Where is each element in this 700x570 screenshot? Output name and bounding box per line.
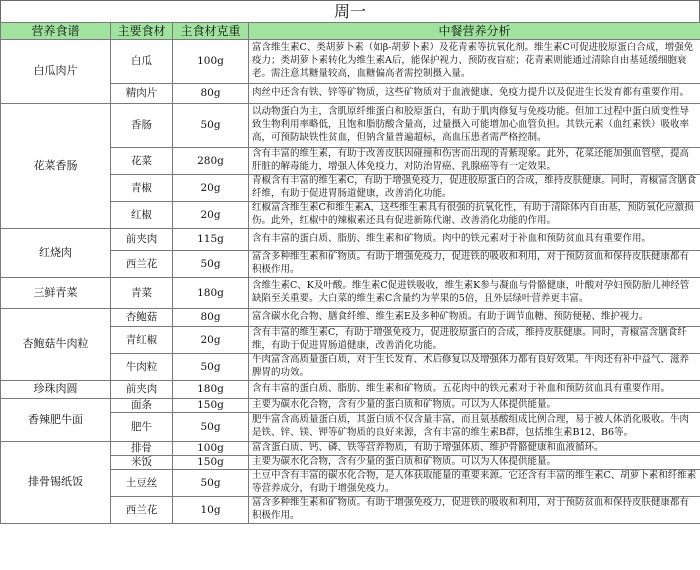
nutrition-analysis: 富含多种维生素和矿物质。有助于增强免疫力，促进铁的吸收和利用，对于预防贫血和保持皮肤健康都有积极作用。	[249, 251, 700, 278]
nutrition-analysis: 肥牛富含高质量蛋白质，其蛋白质不仅含量丰富，而且氨基酸组成比例合理，易于被人体消化吸收。牛肉是铁、锌、镁、钾等矿物质的良好来源，含有丰富的维生素B群，包括维生素B12、B6等。	[249, 413, 700, 442]
table-row	[1, 399, 700, 413]
table-body	[1, 40, 700, 524]
nutrition-table	[0, 22, 700, 524]
nutrition-analysis: 富含维生素C、类胡萝卜素（如β-胡萝卜素）及花青素等抗氧化剂。维生素C可促进胶原蛋白合成，增强免疫力；类胡萝卜素转化为维生素A后，能保护视力、预防夜盲症；花青素则能通过清除自由基延缓细胞衰老。需注意其糖量较高，血糖偏高者需控制摄入量。	[249, 40, 700, 84]
table-row	[1, 278, 700, 309]
ingredient-weight: 20g	[173, 202, 249, 229]
ingredient-weight: 20g	[173, 327, 249, 354]
nutrition-analysis: 富含蛋白质、钙、磷、铁等营养物质，有助于增强体质、维护骨骼健康和血液循环。	[249, 442, 700, 456]
nutrition-analysis: 富含多种维生素和矿物质。有助于增强免疫力，促进铁的吸收和利用，对于预防贫血和保持皮肤健康都有积极作用。	[249, 497, 700, 524]
ingredient-name: 西兰花	[111, 497, 173, 524]
menu-name: 红烧肉	[1, 229, 111, 278]
nutrition-analysis: 主要为碳水化合物，含有少量的蛋白质和矿物质。可以为人体提供能量。	[249, 456, 700, 470]
ingredient-name: 牛肉粒	[111, 354, 173, 381]
table-row	[1, 309, 700, 327]
nutrition-analysis: 青椒含有丰富的维生素C，有助于增强免疫力，促进胶原蛋白的合成，维持皮肤健康。同时，青椒富含膳食纤维，有助于促进胃肠道健康，改善消化功能。	[249, 175, 700, 202]
ingredient-weight: 100g	[173, 40, 249, 84]
ingredient-name: 精肉片	[111, 84, 173, 104]
nutrition-analysis: 牛肉富含高质量蛋白质，对于生长发育、术后修复以及增强体力都有良好效果。牛肉还有补中益气、滋养脾胃的功效。	[249, 354, 700, 381]
header-ingredient: 主要食材	[111, 23, 173, 40]
ingredient-name: 前夹肉	[111, 381, 173, 399]
ingredient-weight: 10g	[173, 497, 249, 524]
ingredient-weight: 180g	[173, 381, 249, 399]
menu-name: 杏鲍菇牛肉粒	[1, 309, 111, 381]
nutrition-analysis: 含有丰富的蛋白质、脂肪、维生素和矿物质。肉中的铁元素对于补血和预防贫血具有重要作用。	[249, 229, 700, 251]
nutrition-analysis: 以动物蛋白为主，含肌原纤维蛋白和胶原蛋白，有助于肌肉修复与免疫功能。但加工过程中蛋白质变性导致生物利用率略低，且饱和脂肪酸含量高，过量摄入可能增加心血管负担。其铁元素（血红素铁）吸收率高，可预防缺铁性贫血，但钠含量普遍超标，高血压患者需严格控制。	[249, 104, 700, 148]
ingredient-name: 杏鲍菇	[111, 309, 173, 327]
nutrition-analysis: 土豆中含有丰富的碳水化合物，是人体获取能量的重要来源。它还含有丰富的维生素C、胡萝卜素和纤维素等营养成分，有助于增强免疫力。	[249, 470, 700, 497]
nutrition-analysis: 肉丝中还含有铁、锌等矿物质，这些矿物质对于血液健康、免疫力提升以及促进生长发育都有重要作用。	[249, 84, 700, 104]
ingredient-weight: 80g	[173, 309, 249, 327]
ingredient-weight: 115g	[173, 229, 249, 251]
nutrition-analysis: 红椒富含维生素C和维生素A，这些维生素具有很强的抗氧化性，有助于清除体内自由基，预防氧化应激损伤。此外，红椒中的辣椒素还具有促进新陈代谢、改善消化功能的作用。	[249, 202, 700, 229]
nutrition-analysis: 含维生素C、K及叶酸。维生素C促进铁吸收，维生素K参与凝血与骨骼健康，叶酸对孕妇预防胎儿神经管缺陷至关重要。大白菜的维生素C含量约为苹果的5倍，且外层绿叶营养更丰富。	[249, 278, 700, 309]
ingredient-name: 土豆丝	[111, 470, 173, 497]
ingredient-weight: 280g	[173, 148, 249, 175]
ingredient-name: 花菜	[111, 148, 173, 175]
nutrition-analysis: 含有丰富的维生素C，有助于增强免疫力，促进胶原蛋白的合成，维持皮肤健康。同时，青椒富含膳食纤维，有助于促进胃肠道健康，改善消化功能。	[249, 327, 700, 354]
menu-name: 三鲜青菜	[1, 278, 111, 309]
ingredient-name: 红椒	[111, 202, 173, 229]
ingredient-weight: 150g	[173, 456, 249, 470]
ingredient-weight: 80g	[173, 84, 249, 104]
ingredient-weight: 180g	[173, 278, 249, 309]
ingredient-name: 青红椒	[111, 327, 173, 354]
table-row	[1, 229, 700, 251]
ingredient-weight: 50g	[173, 251, 249, 278]
nutrition-analysis: 富含碳水化合物、膳食纤维、维生素E及多种矿物质。有助于调节血糖、预防便秘、维护视力。	[249, 309, 700, 327]
ingredient-name: 青椒	[111, 175, 173, 202]
ingredient-weight: 20g	[173, 175, 249, 202]
ingredient-weight: 50g	[173, 413, 249, 442]
menu-name: 香辣肥牛面	[1, 399, 111, 442]
ingredient-name: 青菜	[111, 278, 173, 309]
ingredient-weight: 100g	[173, 442, 249, 456]
ingredient-weight: 50g	[173, 354, 249, 381]
nutrition-analysis: 含有丰富的维生素，有助于改善皮肤因碰撞和伤害而出现的青紫现象。此外，花菜还能加强血管壁，提高肝脏的解毒能力，增强人体免疫力，对防治胃癌、乳腺癌等有一定效果。	[249, 148, 700, 175]
menu-name: 白瓜肉片	[1, 40, 111, 104]
ingredient-weight: 50g	[173, 104, 249, 148]
ingredient-name: 排骨	[111, 442, 173, 456]
ingredient-name: 米饭	[111, 456, 173, 470]
table-row	[1, 381, 700, 399]
header-row	[1, 23, 700, 40]
ingredient-name: 面条	[111, 399, 173, 413]
header-analysis: 中餐营养分析	[249, 23, 700, 40]
ingredient-name: 前夹肉	[111, 229, 173, 251]
ingredient-name: 香肠	[111, 104, 173, 148]
header-weight: 主食材克重	[173, 23, 249, 40]
ingredient-name: 肥牛	[111, 413, 173, 442]
ingredient-name: 西兰花	[111, 251, 173, 278]
table-row	[1, 40, 700, 84]
nutrition-analysis: 含有丰富的蛋白质、脂肪、维生素和矿物质。五花肉中的铁元素对于补血和预防贫血具有重要作用。	[249, 381, 700, 399]
menu-name: 排骨锡纸饭	[1, 442, 111, 524]
ingredient-name: 白瓜	[111, 40, 173, 84]
ingredient-weight: 50g	[173, 470, 249, 497]
table-row	[1, 104, 700, 148]
table-row	[1, 442, 700, 456]
menu-name: 花菜香肠	[1, 104, 111, 229]
header-menu: 营养食谱	[1, 23, 111, 40]
page-title: 周一	[0, 0, 700, 22]
nutrition-analysis: 主要为碳水化合物，含有少量的蛋白质和矿物质。可以为人体提供能量。	[249, 399, 700, 413]
menu-name: 珍珠肉圆	[1, 381, 111, 399]
ingredient-weight: 150g	[173, 399, 249, 413]
